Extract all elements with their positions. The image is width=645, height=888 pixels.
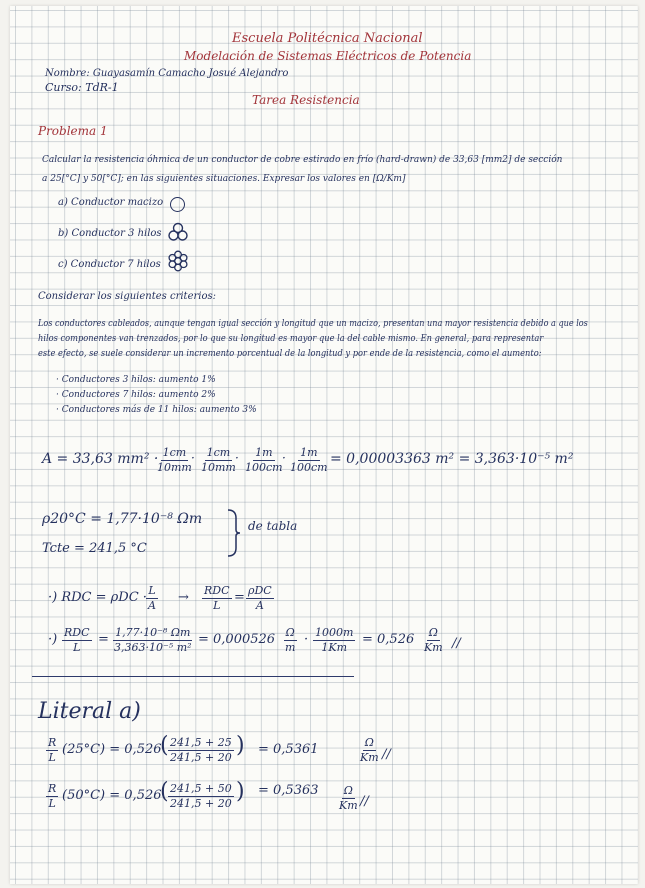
course-title: Modelación de Sistemas Eléctricos de Potencia bbox=[184, 49, 472, 63]
bullet-11-strands: · Conductores más de 11 hilos: aumento 3% bbox=[56, 405, 257, 415]
solid-conductor-icon bbox=[170, 197, 185, 212]
r50-result: = 0,5363 bbox=[258, 783, 319, 798]
rdc-value-mid: = 0,000526 bbox=[198, 632, 276, 647]
bullet-3-strands: · Conductores 3 hilos: aumento 1% bbox=[56, 375, 216, 385]
resistivity-value: ρ20°C = 1,77·10⁻⁸ Ωm bbox=[42, 511, 203, 527]
rdc-equals: = bbox=[234, 590, 245, 605]
student-name: Nombre: Guayasamín Camacho Josué Alejandro bbox=[45, 68, 289, 79]
seven-strand-conductor-icon bbox=[167, 250, 189, 272]
r50-end-mark: // bbox=[360, 794, 369, 809]
r25-temp-ratio: $\frac{241,5 + 25}{241,5 + 20}$ bbox=[170, 736, 232, 764]
section-divider bbox=[32, 676, 354, 677]
rdc-frac-rdc-over-l: RDC L bbox=[204, 584, 230, 612]
r25-end-mark: // bbox=[382, 747, 391, 762]
area-lhs: A = 33,63 mm² · bbox=[42, 451, 159, 467]
area-factor-1: $\frac{1cm}{10mm}$ bbox=[157, 446, 192, 474]
area-factor-3: $\frac{1m}{100cm}$ bbox=[245, 446, 283, 474]
course-code: Curso: TdR-1 bbox=[45, 81, 119, 94]
area-result: = 0,00003363 m² = 3,363·10⁻⁵ m² bbox=[330, 451, 574, 467]
rdc-value-rho-over-area: $\frac{\text{1,77·10⁻⁸ Ωm}}{\text{3,363·10⁻⁵ m²}}$ bbox=[114, 626, 192, 654]
r50-lhs: (50°C) = 0,526 bbox=[62, 788, 162, 803]
r25-unit: $\frac{\Omega}{Km}$ bbox=[360, 736, 379, 764]
criteria-text-line-1: Los conductores cableados, aunque tengan igual sección y longitud que un macizo, presentan una mayor resistencia debido a que los bbox=[38, 319, 588, 329]
problem-statement-line-1: Calcular la resistencia óhmica de un conductor de cobre estirado en frío (hard-drawn) de 33,63 [mm2] de sección bbox=[42, 155, 563, 165]
bullet-7-strands: · Conductores 7 hilos: aumento 2% bbox=[56, 390, 216, 400]
case-a-label: a) Conductor macizo bbox=[58, 197, 164, 208]
literal-a-title: Literal a) bbox=[38, 699, 141, 724]
rdc-value-equals: = bbox=[98, 632, 109, 647]
rdc-frac-l-over-a: $\frac{L}{A}$ bbox=[148, 584, 156, 612]
problem-statement-line-2: a 25[°C] y 50[°C]; en las siguientes situaciones. Expresar los valores en [Ω/Km] bbox=[42, 174, 406, 184]
area-factor-2: $\frac{1cm}{10mm}$ bbox=[201, 446, 236, 474]
table-note: de tabla bbox=[248, 519, 298, 533]
r50-unit: $\frac{\Omega}{Km}$ bbox=[339, 784, 358, 812]
r25-lhs-frac: $\frac{R}{L}$ bbox=[48, 736, 57, 764]
rdc-value-end-mark: // bbox=[452, 636, 461, 651]
r25-lhs: (25°C) = 0,526 bbox=[62, 742, 162, 757]
rdc-value-km-conversion: $\frac{1000m}{1Km}$ bbox=[315, 626, 354, 654]
case-c-label: c) Conductor 7 hilos bbox=[58, 259, 161, 270]
rdc-value-lhs: RDC L bbox=[64, 626, 90, 654]
area-factor-4: $\frac{1m}{100cm}$ bbox=[290, 446, 328, 474]
problem-title: Problema 1 bbox=[38, 124, 108, 138]
assignment-title: Tarea Resistencia bbox=[252, 93, 360, 107]
arrow-icon: → bbox=[178, 590, 189, 605]
rdc-value-dot: · bbox=[304, 632, 309, 647]
criteria-title: Considerar los siguientes criterios: bbox=[38, 291, 216, 302]
criteria-text-line-2: hilos componentes van trenzados, por lo que su longitud es mayor que la del cable mismo. En general, para representar bbox=[38, 334, 544, 344]
right-bracket-icon bbox=[226, 508, 242, 558]
r50-lhs-frac: $\frac{R}{L}$ bbox=[48, 782, 57, 810]
rdc-value-unit-km: $\frac{\Omega}{Km}$ bbox=[424, 626, 443, 654]
temperature-constant: Tcte = 241,5 °C bbox=[42, 541, 147, 556]
r50-temp-ratio: $\frac{241,5 + 50}{241,5 + 20}$ bbox=[170, 782, 232, 810]
rdc-value-unit: $\frac{\Omega}{m}$ bbox=[285, 626, 296, 654]
r25-result: = 0,5361 bbox=[258, 742, 319, 757]
three-strand-conductor-icon bbox=[168, 222, 188, 242]
rdc-formula-lhs: ·) RDC = ρDC · bbox=[48, 590, 147, 605]
criteria-text-line-3: este efecto, se suele considerar un incremento porcentual de la longitud y por ende de la resistencia, como el aumento: bbox=[38, 349, 542, 359]
rdc-value-result: = 0,526 bbox=[362, 632, 415, 647]
school-name: Escuela Politécnica Nacional bbox=[232, 31, 423, 46]
rdc-value-bullet: ·) bbox=[48, 632, 58, 647]
case-b-label: b) Conductor 3 hilos bbox=[58, 228, 162, 239]
rdc-frac-rho-over-a: ρDC A bbox=[248, 584, 272, 612]
